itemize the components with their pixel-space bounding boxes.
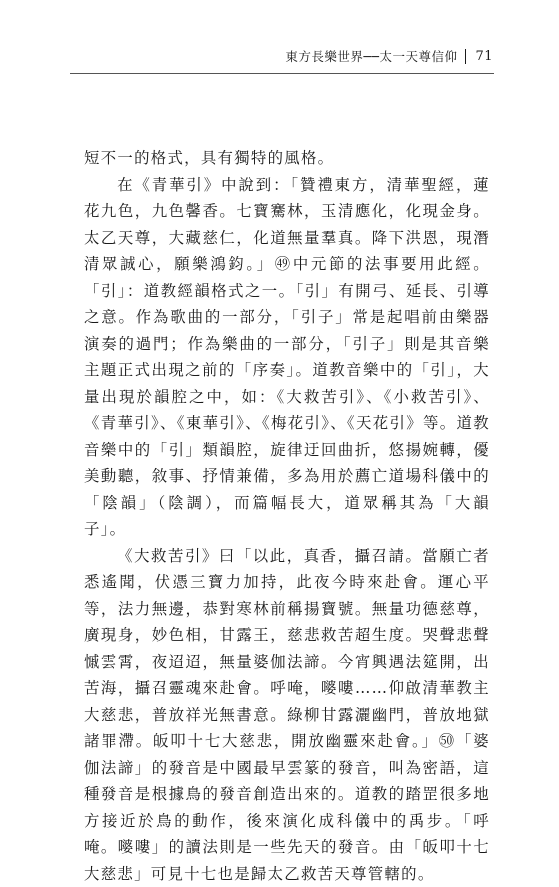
header-separator <box>465 49 466 64</box>
header-rule <box>70 73 494 74</box>
running-header <box>285 47 493 65</box>
running-title: 東方長樂世界──太一天尊信仰 <box>285 47 457 65</box>
body-text <box>84 145 490 887</box>
paragraph-3: 《大救苦引》曰「以此，真香，攝召請。當願亡者悉遙聞，伏憑三寶力加持，此夜今時來赴會。運心平等，法力無邊，恭對寒林前稱揚寶號。無量功德慈尊，廣現身，妙色相，甘露王，慈悲救苦超生度。哭聲悲聲慽雲霄，夜迢迢，無量婆伽法諦。今宵興遇法筵開，出苦海，攝召靈魂來赴會。呼唵，嘙嘍……仰啟清華教主大慈悲，普放祥光無書意。綠柳甘露灑幽門，普放地獄諸罪滯。皈叩十七大慈悲，開放幽靈來赴會。」㊿「婆伽法諦」的發音是中國最早雲篆的發音，叫為密語，這種發音是根據鳥的發音創造出來的。道教的踏罡很多地方接近於鳥的動作，後來演化成科儀中的禹步。「呼唵。嘙嘍」的讀法則是一些先天的發音。由「皈叩十七大慈悲」可見十七也是歸太乙救苦天尊管轄的。 <box>84 543 490 887</box>
page-number: 71 <box>475 49 493 64</box>
paragraph-2: 在《青華引》中說到：「贊禮東方，清華聖經，蓮花九色，九色馨香。七寶騫林，玉清應化，化現金身。太乙天尊，大藏慈仁，化道無量羣真。降下洪恩，現潛清眾誠心，願樂鴻鈞。」㊾中元節的法事要用此經。「引」：道教經韻格式之一。「引」有開弓、延長、引導之意。作為歌曲的一部分，「引子」常是起唱前由樂器演奏的過門；作為樂曲的一部分，「引子」則是其音樂主題正式出現之前的「序奏」。道教音樂中的「引」，大量出現於韻腔之中，如：《大救苦引》、《小救苦引》、《青華引》、《東華引》、《梅花引》、《天花引》等。道教音樂中的「引」類韻腔，旋律迂回曲折，悠揚婉轉，優美動聽，敘事、抒情兼備，多為用於薦亡道場科儀中的「陰韻」（陰調），而篇幅長大，道眾稱其為「大韻子」。 <box>84 172 490 543</box>
paragraph-1: 短不一的格式，具有獨特的風格。 <box>84 145 490 172</box>
